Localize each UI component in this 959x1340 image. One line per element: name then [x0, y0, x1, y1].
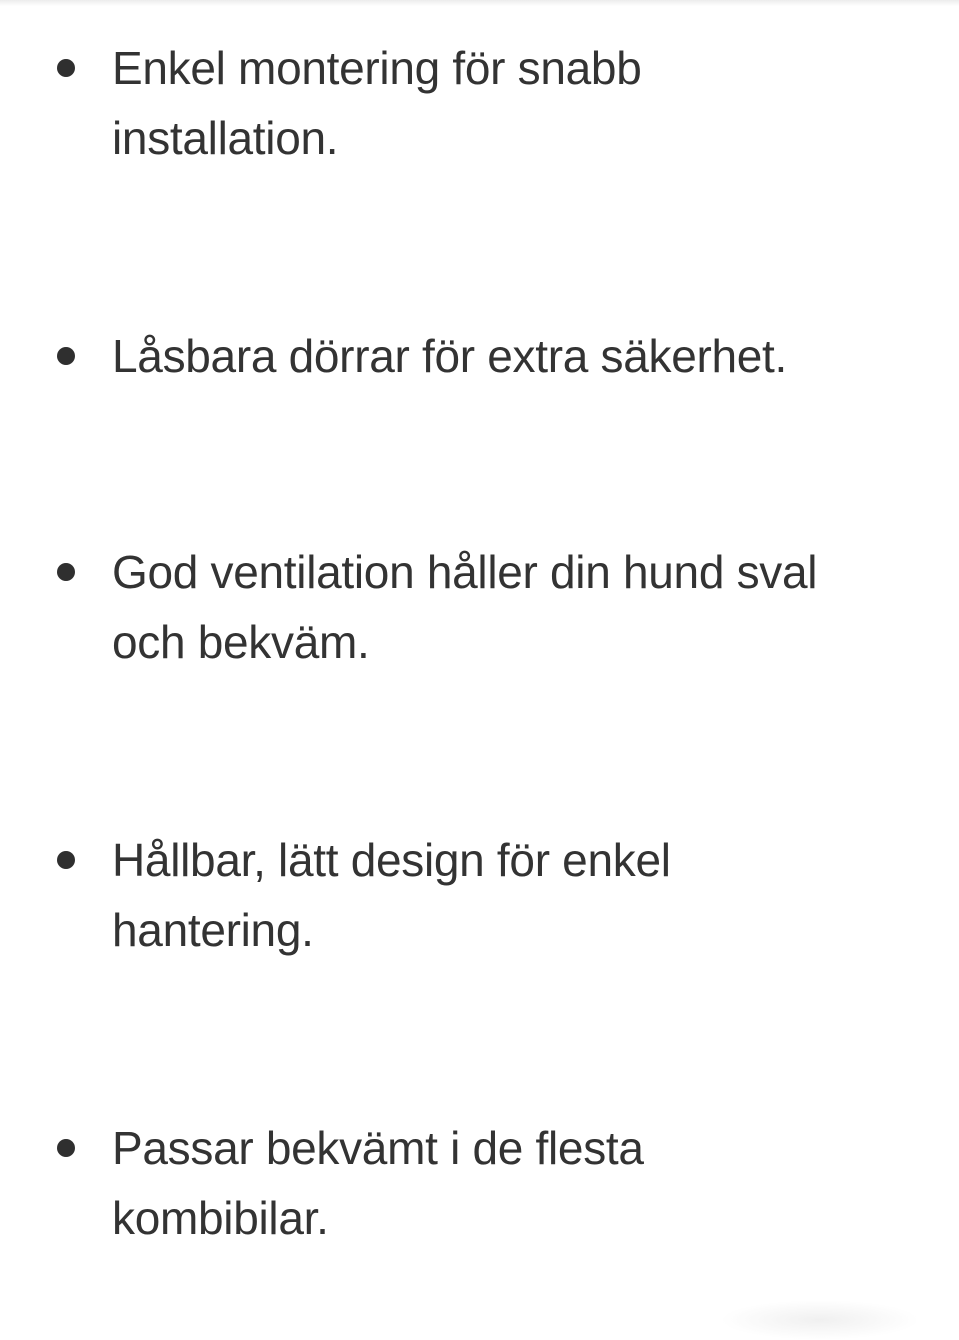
list-item-text: [112, 321, 912, 391]
list-item-text: [112, 825, 912, 965]
list-item-line: kombibilar.: [112, 1192, 329, 1244]
list-item-line: hantering.: [112, 904, 314, 956]
list-item-line: Hållbar, lätt design för enkel: [112, 834, 671, 886]
bullet-icon: [57, 851, 75, 869]
bottom-shadow: [720, 1300, 920, 1340]
list-item-line: Enkel montering för snabb: [112, 42, 642, 94]
list-item-text: [112, 537, 912, 677]
top-edge-shadow: [0, 0, 959, 6]
bullet-icon: [57, 59, 75, 77]
list-item-text: [112, 1113, 912, 1253]
list-item-line: och bekväm.: [112, 616, 370, 668]
bullet-icon: [57, 1139, 75, 1157]
list-item-text: [112, 33, 912, 173]
list-item-line: God ventilation håller din hund sval: [112, 546, 818, 598]
list-item-line: Passar bekvämt i de flesta: [112, 1122, 644, 1174]
bullet-icon: [57, 563, 75, 581]
list-item-line: Låsbara dörrar för extra säkerhet.: [112, 330, 788, 382]
bullet-icon: [57, 347, 75, 365]
list-item-line: installation.: [112, 112, 339, 164]
